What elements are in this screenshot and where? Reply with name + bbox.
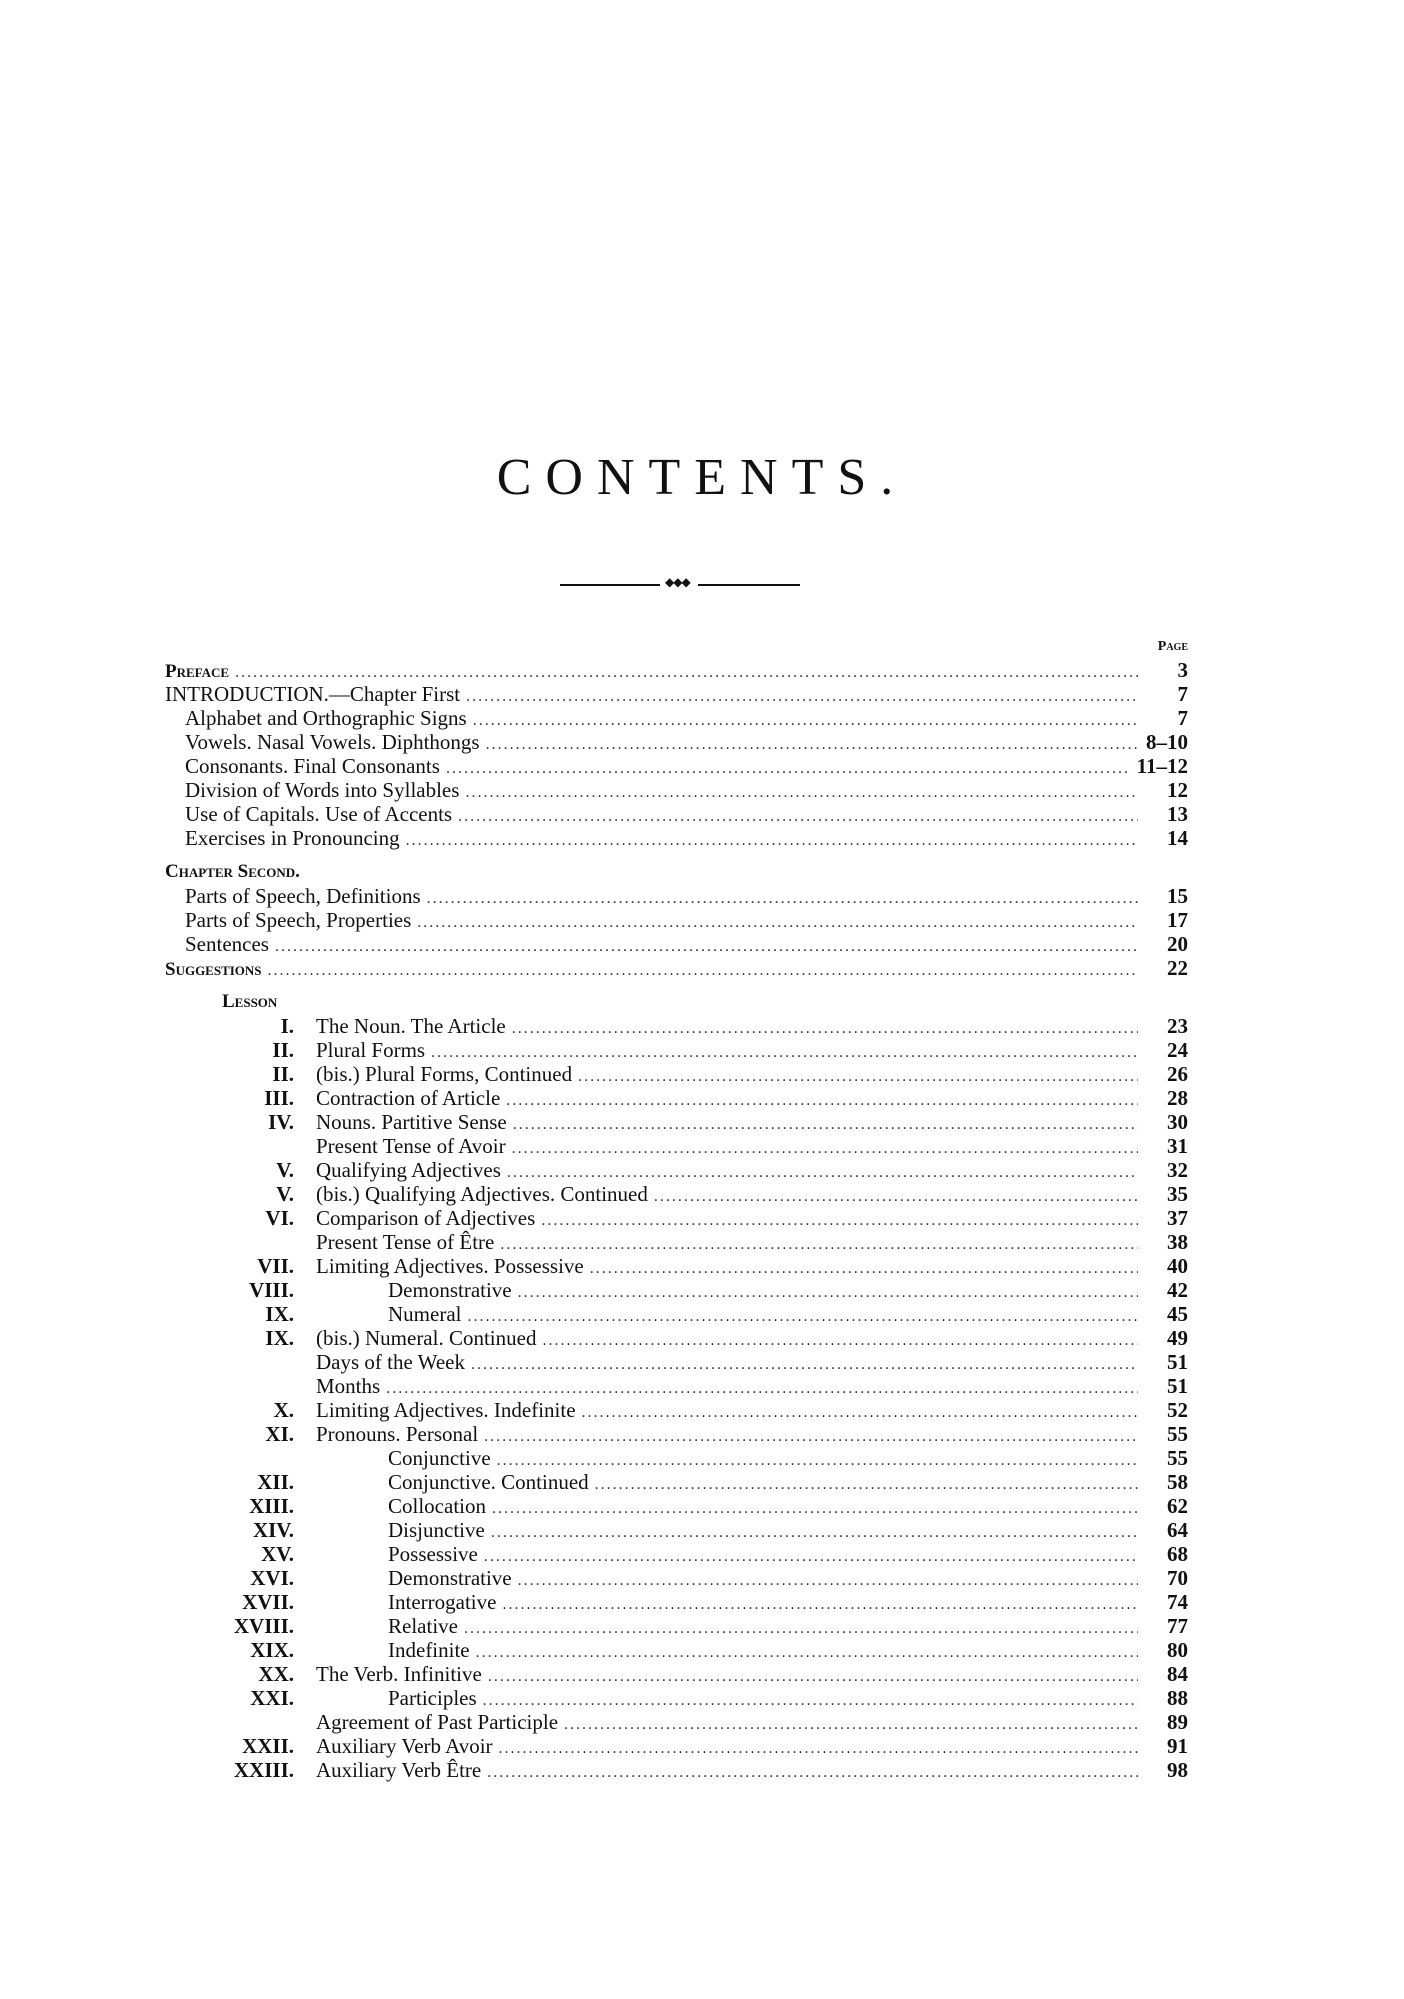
lesson-number: XII.	[257, 1470, 294, 1494]
toc-entry-line	[185, 802, 1188, 829]
entry-label: (bis.) Numeral. Continued	[316, 1326, 537, 1350]
toc-entry-line	[222, 990, 1188, 1014]
entry-label: Parts of Speech, Definitions	[185, 884, 421, 908]
leader-dots	[487, 1761, 1138, 1785]
entry-label: The Noun. The Article	[316, 1014, 506, 1038]
toc-entry	[0, 1662, 1404, 1686]
lesson-number: XX.	[258, 1662, 294, 1686]
lesson-number: XI.	[265, 1422, 294, 1446]
entry-label: Pronouns. Personal	[316, 1422, 479, 1446]
entry-label: Comparison of Adjectives	[316, 1206, 536, 1230]
entry-label: Demonstrative	[388, 1566, 512, 1590]
toc-entry-line	[316, 1134, 1188, 1161]
entry-label: Disjunctive	[388, 1518, 485, 1542]
entry-label: Auxiliary Verb Être	[316, 1758, 482, 1782]
entry-label: (bis.) Plural Forms, Continued	[316, 1062, 573, 1086]
toc-entry	[0, 1494, 1404, 1518]
page-number: 49	[1167, 1326, 1188, 1350]
toc-entry-line	[388, 1590, 1188, 1617]
page-number: 89	[1167, 1710, 1188, 1734]
lesson-number: VII.	[257, 1254, 294, 1278]
lesson-number: XXIII.	[233, 1758, 294, 1782]
entry-label: The Verb. Infinitive	[316, 1662, 482, 1686]
entry-label: Sentences	[185, 932, 269, 956]
lesson-number: V.	[276, 1158, 294, 1182]
page-number: 77	[1167, 1614, 1188, 1638]
page-number: 42	[1167, 1278, 1188, 1302]
toc-entry	[0, 1542, 1404, 1566]
lesson-number: VIII.	[249, 1278, 294, 1302]
toc-entry	[0, 860, 1404, 884]
entry-label: Conjunctive	[388, 1446, 491, 1470]
toc-entry	[0, 1686, 1404, 1710]
toc-entry	[0, 1590, 1404, 1614]
toc-entry-line	[316, 1254, 1188, 1281]
toc-entry-line	[316, 1374, 1188, 1401]
page-number: 68	[1167, 1542, 1188, 1566]
lesson-number: V.	[276, 1182, 294, 1206]
toc-entry-line	[185, 932, 1188, 959]
toc-entry-line	[388, 1446, 1188, 1473]
toc-entry	[0, 1638, 1404, 1662]
toc-entry-line	[316, 1422, 1188, 1449]
page-number: 64	[1167, 1518, 1188, 1542]
page-number: 23	[1167, 1014, 1188, 1038]
page-number: 31	[1167, 1134, 1188, 1158]
toc-entry	[0, 990, 1404, 1014]
lesson-number: I.	[280, 1014, 294, 1038]
entry-label: Collocation	[388, 1494, 486, 1518]
toc-entry-line	[316, 1206, 1188, 1233]
entry-label: Present Tense of Être	[316, 1230, 495, 1254]
page-number: 20	[1167, 932, 1188, 956]
page-number: 8–10	[1146, 730, 1188, 754]
lesson-number: IV.	[268, 1110, 294, 1134]
entry-label: Indefinite	[388, 1638, 470, 1662]
entry-label: Alphabet and Orthographic Signs	[185, 706, 467, 730]
toc-entry	[0, 1374, 1404, 1398]
toc-entry-line	[165, 860, 1188, 884]
lesson-number: XVIII.	[233, 1614, 294, 1638]
page-number: 30	[1167, 1110, 1188, 1134]
toc-entry-line	[316, 1326, 1188, 1353]
toc-entry-line	[316, 1182, 1188, 1209]
toc-entry	[0, 1518, 1404, 1542]
entry-label: Nouns. Partitive Sense	[316, 1110, 507, 1134]
toc-entry-line	[388, 1566, 1188, 1593]
toc-entry-line	[388, 1278, 1188, 1305]
ornament-divider	[560, 575, 800, 590]
toc-entry-line	[316, 1038, 1188, 1065]
lesson-number: XIV.	[252, 1518, 294, 1542]
entry-label: Parts of Speech, Properties	[185, 908, 412, 932]
toc-entry	[0, 1278, 1404, 1302]
toc-entry-line	[185, 754, 1188, 781]
page-number: 14	[1167, 826, 1188, 850]
entry-label: (bis.) Qualifying Adjectives. Continued	[316, 1182, 648, 1206]
toc-entry	[0, 1254, 1404, 1278]
entry-label: INTRODUCTION.—Chapter First	[165, 682, 461, 706]
page-number: 28	[1167, 1086, 1188, 1110]
page-number: 7	[1177, 682, 1188, 706]
page-number: 80	[1167, 1638, 1188, 1662]
page-number: 62	[1167, 1494, 1188, 1518]
toc-entry	[0, 730, 1404, 754]
toc-entry	[0, 1710, 1404, 1734]
toc-entry	[0, 1206, 1404, 1230]
toc-entry-line	[185, 826, 1188, 853]
toc-entry	[0, 802, 1404, 826]
toc-entry-line	[388, 1638, 1188, 1665]
entry-label: Auxiliary Verb Avoir	[316, 1734, 493, 1758]
toc-entry	[0, 1230, 1404, 1254]
toc-entry-line	[316, 1710, 1188, 1737]
toc-entry	[0, 706, 1404, 730]
lesson-number: XVI.	[250, 1566, 294, 1590]
toc-entry-line	[316, 1086, 1188, 1113]
diamond-ornament-icon: ◆◆◆	[665, 575, 690, 589]
page-number: 45	[1167, 1302, 1188, 1326]
entry-label: Suggestions	[165, 959, 262, 980]
entry-label: Relative	[388, 1614, 458, 1638]
entry-label: Contraction of Article	[316, 1086, 501, 1110]
leader-dots	[406, 829, 1138, 853]
toc-entry	[0, 1326, 1404, 1350]
toc-entry	[0, 1446, 1404, 1470]
toc-entry	[0, 956, 1404, 980]
toc-entry-line	[165, 682, 1188, 709]
page-number: 15	[1167, 884, 1188, 908]
toc-entry-line	[316, 1014, 1188, 1041]
lesson-number: XVII.	[242, 1590, 294, 1614]
entry-label: Plural Forms	[316, 1038, 426, 1062]
toc-entry	[0, 1038, 1404, 1062]
toc-entry	[0, 1014, 1404, 1038]
page-number: 22	[1167, 956, 1188, 980]
lesson-number: XV.	[261, 1542, 294, 1566]
entry-label: Participles	[388, 1686, 477, 1710]
entry-label: Vowels. Nasal Vowels. Diphthongs	[185, 730, 480, 754]
page-number: 88	[1167, 1686, 1188, 1710]
toc-entry	[0, 1734, 1404, 1758]
lesson-number: II.	[272, 1062, 294, 1086]
leader-dots	[268, 959, 1138, 983]
page-number: 12	[1167, 778, 1188, 802]
page-number: 74	[1167, 1590, 1188, 1614]
entry-label: Division of Words into Syllables	[185, 778, 460, 802]
toc-entry	[0, 1398, 1404, 1422]
toc-entry-line	[185, 884, 1188, 911]
toc-entry-line	[165, 658, 1188, 685]
toc-entry	[0, 1470, 1404, 1494]
toc-entry	[0, 754, 1404, 778]
toc-entry	[0, 932, 1404, 956]
entry-label: Possessive	[388, 1542, 478, 1566]
entry-label: Days of the Week	[316, 1350, 465, 1374]
page-column-header: Page	[1157, 639, 1188, 654]
toc-entry-line	[316, 1230, 1188, 1257]
lesson-number: VI.	[265, 1206, 294, 1230]
entry-label: Limiting Adjectives. Indefinite	[316, 1398, 576, 1422]
toc-entry-line	[388, 1542, 1188, 1569]
page-number: 11–12	[1136, 754, 1188, 778]
page-number: 55	[1167, 1422, 1188, 1446]
toc-entry	[0, 1182, 1404, 1206]
toc-entry	[0, 1134, 1404, 1158]
entry-label: Consonants. Final Consonants	[185, 754, 440, 778]
toc-entry	[0, 1110, 1404, 1134]
entry-label: Use of Capitals. Use of Accents	[185, 802, 453, 826]
toc-entry	[0, 1158, 1404, 1182]
page-number: 7	[1177, 706, 1188, 730]
toc-entry	[0, 1086, 1404, 1110]
page-number: 70	[1167, 1566, 1188, 1590]
page-number: 52	[1167, 1398, 1188, 1422]
toc-entry-line	[316, 1158, 1188, 1185]
lesson-number: IX.	[265, 1326, 294, 1350]
toc-entry	[0, 778, 1404, 802]
lesson-number: XIII.	[249, 1494, 294, 1518]
entry-label: Months	[316, 1374, 381, 1398]
toc-entry-line	[316, 1062, 1188, 1089]
toc-entry	[0, 1422, 1404, 1446]
toc-entry	[0, 682, 1404, 706]
table-of-contents	[0, 658, 1404, 1782]
entry-label: Preface	[165, 661, 230, 682]
entry-label: Demonstrative	[388, 1278, 512, 1302]
entry-label: Qualifying Adjectives	[316, 1158, 501, 1182]
page-title: CONTENTS.	[496, 449, 908, 506]
toc-entry	[0, 1350, 1404, 1374]
page-number: 51	[1167, 1374, 1188, 1398]
toc-entry-line	[185, 706, 1188, 733]
toc-entry	[0, 1062, 1404, 1086]
lesson-number: XIX.	[250, 1638, 294, 1662]
entry-label: Chapter Second.	[165, 861, 300, 882]
toc-entry-line	[185, 908, 1188, 935]
toc-entry-line	[388, 1494, 1188, 1521]
page-number: 84	[1167, 1662, 1188, 1686]
entry-label: Conjunctive. Continued	[388, 1470, 589, 1494]
page-number: 26	[1167, 1062, 1188, 1086]
page-number: 55	[1167, 1446, 1188, 1470]
page-number: 58	[1167, 1470, 1188, 1494]
lesson-number: III.	[264, 1086, 294, 1110]
entry-label: Exercises in Pronouncing	[185, 826, 400, 850]
entry-label: Limiting Adjectives. Possessive	[316, 1254, 584, 1278]
toc-entry-line	[388, 1518, 1188, 1545]
toc-entry-line	[316, 1110, 1188, 1137]
toc-entry-line	[316, 1662, 1188, 1689]
toc-entry-line	[316, 1350, 1188, 1377]
toc-entry-line	[388, 1614, 1188, 1641]
page-number: 24	[1167, 1038, 1188, 1062]
toc-entry	[0, 826, 1404, 850]
toc-entry	[0, 908, 1404, 932]
lesson-number: IX.	[265, 1302, 294, 1326]
page-number: 40	[1167, 1254, 1188, 1278]
toc-entry-line	[185, 778, 1188, 805]
lesson-number: II.	[272, 1038, 294, 1062]
toc-entry-line	[316, 1398, 1188, 1425]
toc-entry-line	[388, 1686, 1188, 1713]
toc-entry-line	[185, 730, 1188, 757]
toc-entry	[0, 1566, 1404, 1590]
lesson-number: XXI.	[250, 1686, 294, 1710]
toc-entry	[0, 1302, 1404, 1326]
page-number: 98	[1167, 1758, 1188, 1782]
page-number: 35	[1167, 1182, 1188, 1206]
toc-entry-line	[165, 956, 1188, 983]
toc-entry	[0, 658, 1404, 682]
page-number: 32	[1167, 1158, 1188, 1182]
toc-entry-line	[388, 1302, 1188, 1329]
entry-label: Agreement of Past Participle	[316, 1710, 559, 1734]
entry-label: Interrogative	[388, 1590, 497, 1614]
toc-entry-line	[316, 1734, 1188, 1761]
entry-label: Numeral	[388, 1302, 462, 1326]
toc-entry	[0, 884, 1404, 908]
lesson-number: XXII.	[242, 1734, 294, 1758]
page-number: 51	[1167, 1350, 1188, 1374]
lesson-number: X.	[273, 1398, 294, 1422]
page-number: 91	[1167, 1734, 1188, 1758]
entry-label: Present Tense of Avoir	[316, 1134, 506, 1158]
page-number: 37	[1167, 1206, 1188, 1230]
toc-entry	[0, 1758, 1404, 1782]
page-number: 38	[1167, 1230, 1188, 1254]
entry-label: Lesson	[222, 991, 278, 1012]
page-number: 3	[1177, 658, 1188, 682]
toc-entry-line	[316, 1758, 1188, 1785]
toc-entry	[0, 1614, 1404, 1638]
page-number: 13	[1167, 802, 1188, 826]
toc-entry-line	[388, 1470, 1188, 1497]
page-number: 17	[1167, 908, 1188, 932]
